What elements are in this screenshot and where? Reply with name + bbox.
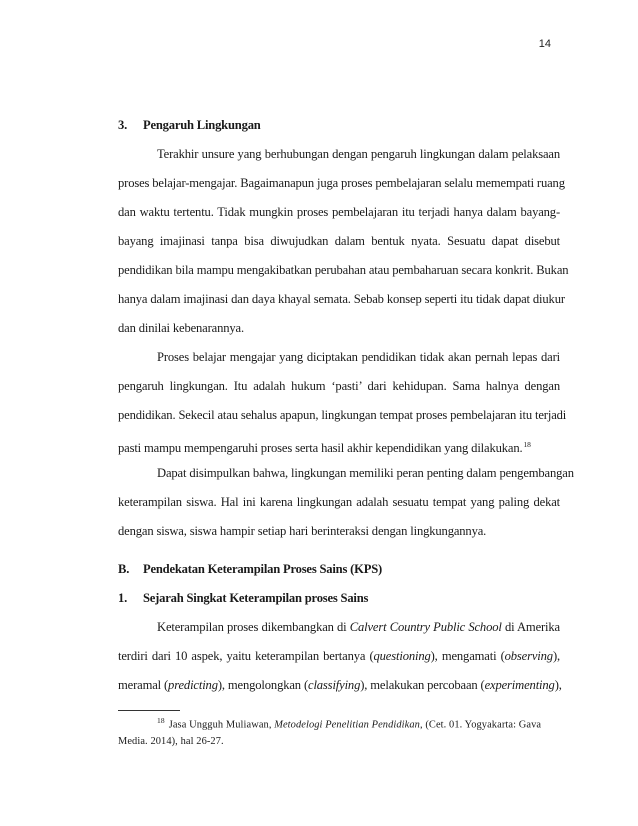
section-1-title: Sejarah Singkat Keterampilan proses Sains — [142, 591, 369, 605]
text-line: keterampilan siswa. Hal ini karena lingkungan adalah sesuatu tempat yang paling dekat — [118, 495, 560, 509]
page-number: 14 — [538, 38, 551, 50]
text-line: dan waktu tertentu. Tidak mungkin proses pembelajaran itu terjadi hanya dalam bayang- — [118, 205, 560, 219]
section-1-heading — [118, 584, 560, 613]
italic-term: classifying — [308, 678, 361, 692]
text-line-with-ref — [118, 430, 560, 459]
page-body — [118, 111, 574, 700]
paragraph-4 — [118, 613, 560, 700]
text-line: dan dinilai kebenarannya. — [118, 321, 244, 335]
text-fragment: ), — [552, 649, 560, 663]
text-line: Dapat disimpulkan bahwa, lingkungan memiliki peran penting dalam pengembangan — [157, 466, 574, 480]
section-1-number: 1. — [118, 591, 128, 605]
italic-term: predicting — [168, 678, 218, 692]
footnote-author: Jasa Ungguh Muliawan, — [168, 719, 275, 731]
paragraph-3 — [118, 459, 574, 546]
italic-term: observing — [504, 649, 553, 663]
text-line — [118, 671, 560, 700]
italic-term: questioning — [373, 649, 431, 663]
section-b-number: B. — [118, 562, 130, 576]
text-fragment: ), mengolongkan ( — [217, 678, 308, 692]
text-fragment: di Amerika — [501, 620, 560, 634]
footnote-reference[interactable]: 18 — [523, 440, 531, 449]
footnote-line — [118, 712, 560, 733]
text-fragment: meramal ( — [118, 678, 169, 692]
italic-term: Calvert Country Public School — [349, 620, 502, 634]
section-b-title: Pendekatan Keterampilan Proses Sains (KPS) — [142, 562, 383, 576]
text-line: bayang imajinasi tanpa bisa diwujudkan dalam bentuk nyata. Sesuatu dapat disebut — [118, 234, 560, 248]
text-line — [118, 642, 560, 671]
footnote-publication: , (Cet. 01. Yogyakarta: Gava — [419, 719, 542, 731]
footnote-divider — [118, 710, 180, 711]
text-fragment: terdiri dari 10 aspek, yaitu keterampilan bertanya ( — [118, 649, 374, 663]
paragraph-1 — [118, 140, 569, 343]
italic-term: experimenting — [484, 678, 555, 692]
text-fragment: Keterampilan proses dikembangkan di — [157, 620, 350, 634]
text-line: pendidikan. Sekecil atau sehalus apapun, lingkungan tempat proses pembelajaran itu terjadi — [118, 408, 567, 422]
text-line: Proses belajar mengajar yang diciptakan pendidikan tidak akan pernah lepas dari — [157, 350, 560, 364]
section-3-title: Pengaruh Lingkungan — [142, 118, 261, 132]
text-line: pendidikan bila mampu mengakibatkan perubahan atau pembaharuan secara konkrit. Bukan — [118, 263, 569, 277]
text-fragment: ), mengamati ( — [430, 649, 505, 663]
text-fragment: ), melakukan percobaan ( — [360, 678, 485, 692]
text-line: dengan siswa, siswa hampir setiap hari berinteraksi dengan lingkungannya. — [118, 524, 487, 538]
text-line: proses belajar-mengajar. Bagaimanapun juga proses pembelajaran selalu memempati ruang — [118, 176, 565, 190]
section-3-heading — [118, 111, 560, 140]
section-3-number: 3. — [118, 118, 128, 132]
paragraph-2 — [118, 343, 567, 459]
footnote-line: Media. 2014), hal 26-27. — [118, 736, 224, 748]
text-fragment: ), — [554, 678, 562, 692]
footnote-number: 18 — [157, 716, 165, 725]
text-line: pengaruh lingkungan. Itu adalah hukum ‘pasti’ dari kehidupan. Sama halnya dengan — [118, 379, 560, 393]
text-line: pasti mampu mempengaruhi proses serta hasil akhir kependidikan yang dilakukan. — [118, 441, 523, 456]
text-line: hanya dalam imajinasi dan daya khayal semata. Sebab konsep seperti itu tidak dapat diukur — [118, 292, 565, 306]
text-line — [118, 613, 560, 642]
footnote-title: Metodelogi Penelitian Pendidikan — [274, 719, 420, 731]
text-line: Terakhir unsure yang berhubungan dengan pengaruh lingkungan dalam pelaksaan — [157, 147, 560, 161]
section-b-heading — [118, 555, 560, 584]
footnote — [118, 712, 560, 750]
